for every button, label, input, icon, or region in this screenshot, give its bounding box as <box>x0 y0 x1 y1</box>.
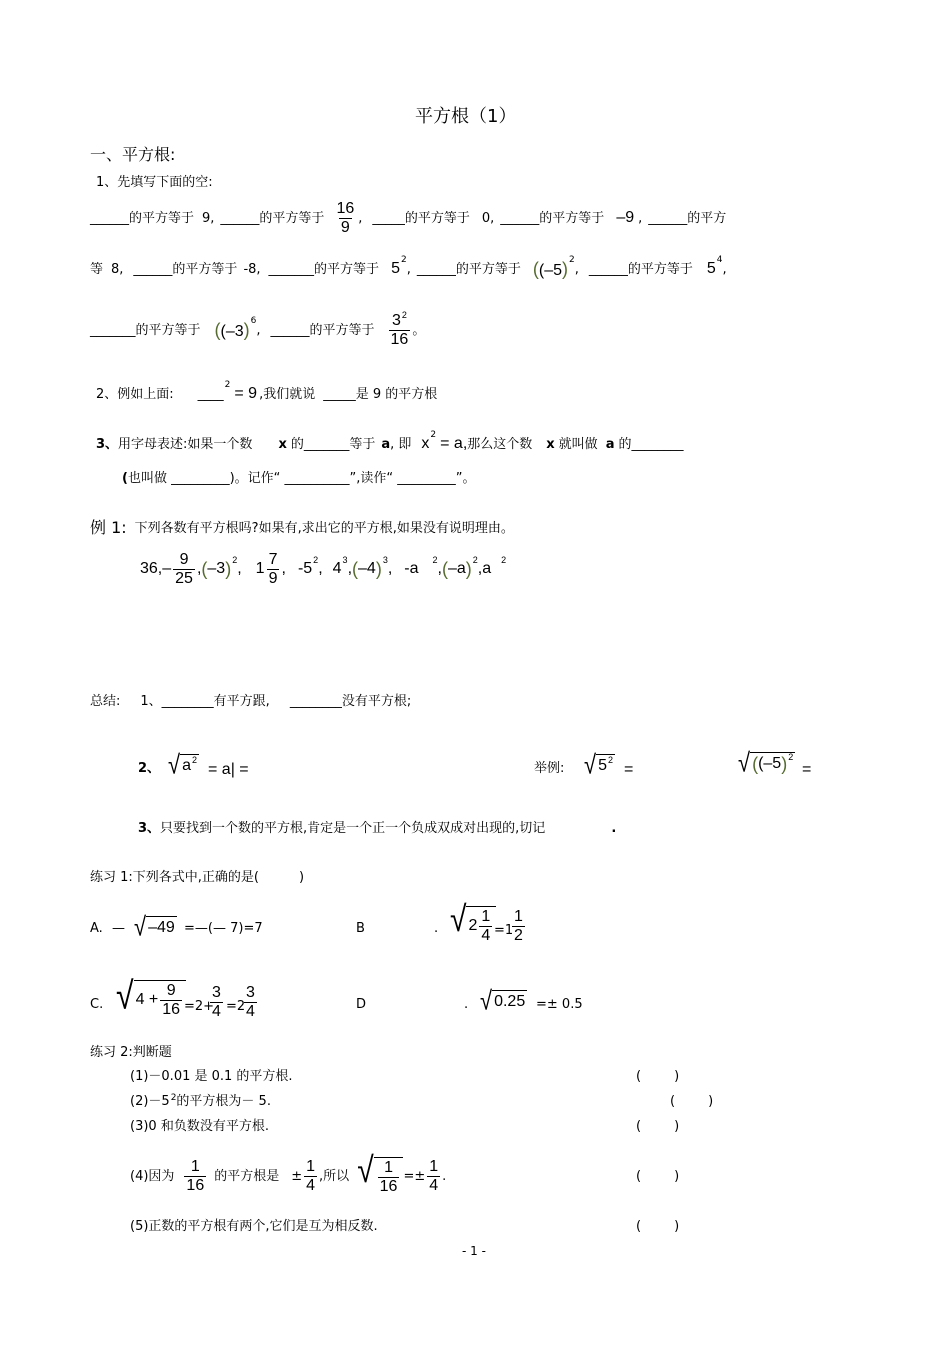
judgement-answer-5[interactable]: ( ) <box>636 1219 680 1234</box>
practice-2-label: 练习 2:判断题 <box>90 1045 172 1060</box>
practice-1-options-ab: A. — √ –49 =—(— 7)=7 B . √ 2 $\frac{1}{4}$ =1 $\frac{1}{2}$ <box>90 899 523 944</box>
sqrt-5-squared: √ 5 2 <box>584 749 613 780</box>
practice-1-label: 练习 1:下列各式中,正确的是( ) <box>90 870 305 885</box>
judgement-item-2: $(2)-5^2$的平方根为－ 5. <box>130 1093 271 1109</box>
question-1-line-2: 等 8, ______的平方等于 -8, _______的平方等于 5 2 , ______的平方等于 ((–5) 2 , ______的平方等于 5 4 , <box>90 254 727 279</box>
option-a-label: A. <box>90 921 103 936</box>
judgement-item-5: (5)正数的平方根有两个,它们是互为相反数. <box>130 1219 378 1234</box>
judgement-answer-2[interactable]: ( ) <box>670 1094 714 1109</box>
option-c-label: C. <box>90 997 104 1012</box>
judgement-answer-4[interactable]: ( ) <box>636 1169 680 1184</box>
summary-line-3: 3、 只要找到一个数的平方根,肯定是一个正一个负成双成对出现的,切记 . <box>138 821 617 836</box>
question-2: 2、例如上面: ____ 2 = 9 ,我们就说 _____是 9 的平方根 <box>96 379 438 402</box>
section-heading: 一、平方根: <box>90 145 176 164</box>
sqrt-neg5-squared: √ ( (–5 ) 2 <box>738 747 794 778</box>
option-b-label: B <box>356 921 365 936</box>
fraction-3sq-16: $\frac{3^2}{16}$ <box>390 309 409 348</box>
page-number: - 1 - <box>462 1244 486 1258</box>
judgement-answer-1[interactable]: ( ) <box>636 1069 680 1084</box>
summary-line-2: 2、 √ a 2 = a| = 举例: √ 5 2 = √ ( (–5 ) 2 = <box>138 747 812 780</box>
question-1-label: 1、先填写下面的空: <box>96 175 213 190</box>
judgement-item-4: (4)因为 $\frac{1}{16}$ 的平方根是 ± $\frac{1}{4}$ ,所以 √ $\frac{1}{16}$ =± $\frac{1}{4}$ . <box>130 1150 447 1195</box>
question-1-line-3: _______的平方等于 ((–3) 6 , ______的平方等于 $\frac{3^2}{16}$ 。 <box>90 309 426 348</box>
question-1-line-1: ______的平方等于 9, ______的平方等于 $\frac{16}{9}$ , _____的平方等于 0, ______的平方等于 –9 , ______的平方 <box>90 199 727 236</box>
practice-1-options-cd: C. √ 4 + $\frac{9}{16}$ =2+ $\frac{3}{4}$ =2 $\frac{3}{4}$ D . √ 0.25 =± 0.5 <box>90 973 583 1020</box>
page-title: 平方根（1） <box>415 106 517 127</box>
fraction-16-9: $\frac{16}{9}$ <box>336 199 355 236</box>
example-1: 例 1: 下列各数有平方根吗?如果有,求出它的平方根,如果没有说明理由。 <box>90 518 514 537</box>
sqrt-a-squared: √ a 2 <box>168 749 197 780</box>
question-3-line-1: 3、 用字母表述:如果一个数 x 的_______等于 a , 即 x 2 = a, 那么这个数 x 就叫做 a 的________ <box>96 429 684 452</box>
question-3-line-2: (也叫做 _________)。记作“ __________”,读作“ _________”。 <box>122 471 476 486</box>
option-d-label: D <box>356 997 367 1012</box>
judgement-item-3: (3)0 和负数没有平方根. <box>130 1119 269 1134</box>
example-1-items: 36, – $\frac{9}{25}$ , ( –3 ) 2 , 1 $\frac{7}{9}$ , -5 2 , 4 3 , ( –4 ) 3 , -a 2 , ( –a ) 2 ,a 2 <box>140 550 507 587</box>
summary-line-1: 总结: 1、 ________有平方跟, ________没有平方根; <box>90 694 412 709</box>
judgement-item-1: (1)－0.01 是 0.1 的平方根. <box>130 1069 293 1084</box>
judgement-answer-3[interactable]: ( ) <box>636 1119 680 1134</box>
